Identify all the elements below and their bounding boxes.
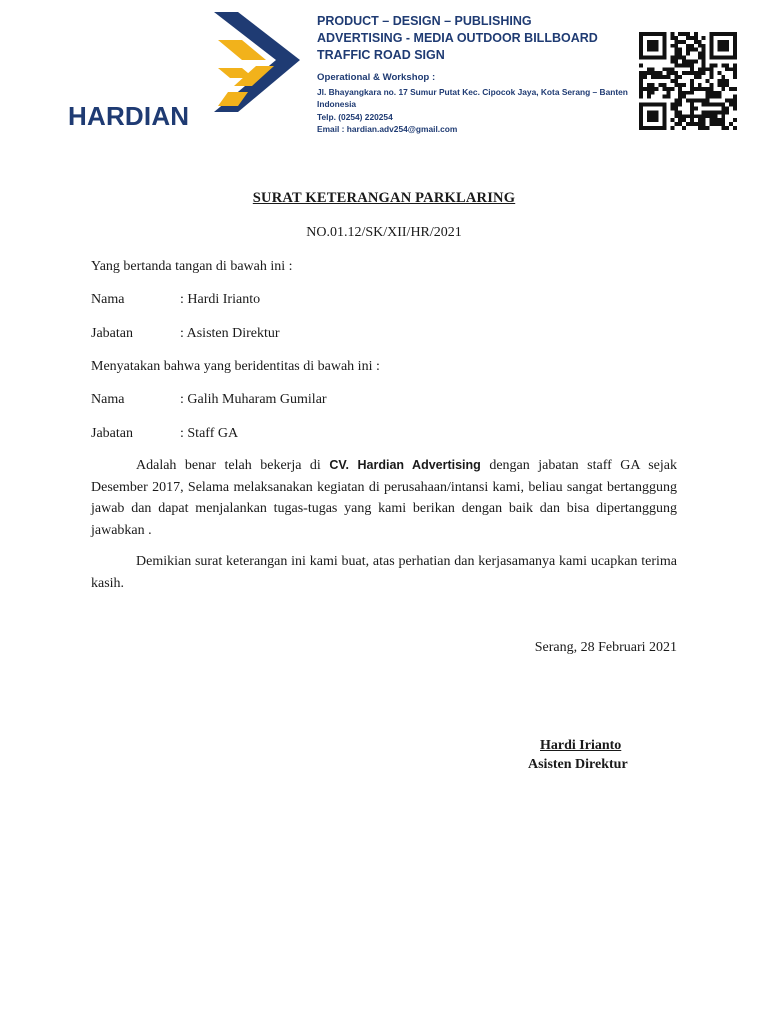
operational-label: Operational & Workshop :: [317, 72, 436, 83]
company-address: Jl. Bhayangkara no. 17 Sumur Putat Kec. Cipocok Jaya, Kota Serang – Banten Indonesia: [317, 86, 628, 110]
company-email: Email : hardian.adv254@gmail.com: [317, 124, 458, 135]
qr-code-icon: [639, 31, 737, 131]
subject-position-value: : Staff GA: [180, 426, 239, 441]
subject-name-label: Nama: [91, 392, 125, 407]
signatory-title: Asisten Direktur: [528, 757, 628, 772]
employment-paragraph: [91, 455, 677, 541]
signer-position-label: Jabatan: [91, 326, 133, 341]
statement-text: Menyatakan bahwa yang beridentitas di bawah ini :: [91, 359, 380, 374]
signer-position-value: : Asisten Direktur: [180, 326, 280, 341]
subject-name-value: : Galih Muharam Gumilar: [180, 392, 327, 407]
closing-text: Demikian surat keterangan ini kami buat, atas perhatian dan kerjasamanya kami ucapkan terima kasih.: [91, 554, 677, 591]
services-line-3: TRAFFIC ROAD SIGN: [317, 48, 445, 62]
company-name: CV. Hardian Advertising: [329, 458, 481, 472]
company-brand-name: HARDIAN: [68, 101, 190, 131]
closing-paragraph: [91, 551, 677, 594]
letterhead-services: [317, 13, 598, 64]
letterhead-contact: [317, 72, 632, 136]
letter-title: SURAT KETERANGAN PARKLARING: [252, 190, 516, 206]
intro-text: Yang bertanda tangan di bawah ini :: [91, 259, 293, 274]
signer-name-value: : Hardi Irianto: [180, 292, 261, 307]
signatory-name: Hardi Irianto: [540, 738, 622, 753]
place-and-date: Serang, 28 Februari 2021: [534, 640, 677, 655]
services-line-1: PRODUCT – DESIGN – PUBLISHING: [317, 14, 532, 28]
letter-number: NO.01.12/SK/XII/HR/2021: [306, 225, 462, 240]
subject-position-label: Jabatan: [91, 426, 133, 441]
paragraph-text-end: dengan jabatan staff GA sejak Desember 2017, Selama melaksanakan kegiatan di perusahaan/intansi kami, beliau sangat bertanggung jawab dan dapat menjalankan tugas-tugas yang kami berikan dengan baik dan bisa dipertanggung jawabkan .: [91, 458, 678, 538]
company-logo-icon: [208, 10, 304, 114]
services-line-2: ADVERTISING - MEDIA OUTDOOR BILLBOARD: [317, 31, 598, 45]
paragraph-text-start: Adalah benar telah bekerja di: [136, 458, 330, 473]
signer-name-label: Nama: [91, 292, 125, 307]
company-phone: Telp. (0254) 220254: [317, 111, 393, 122]
